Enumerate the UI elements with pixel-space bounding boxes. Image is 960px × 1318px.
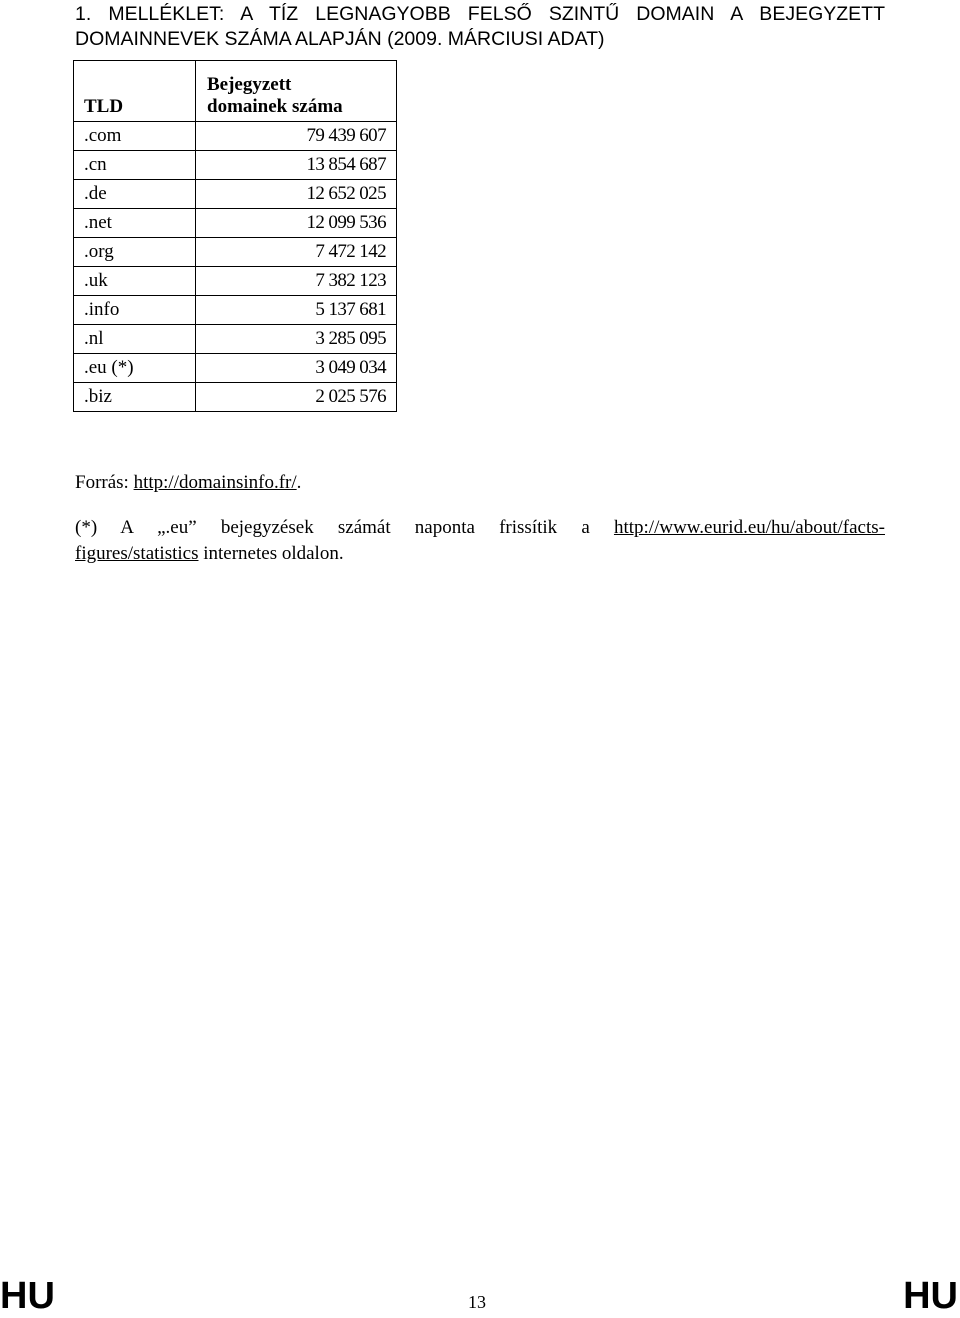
table-row	[74, 354, 397, 383]
tld-cell: .net	[74, 209, 196, 238]
source-line	[75, 472, 301, 494]
count-cell: 79 439 607	[196, 122, 397, 151]
source-suffix: .	[296, 472, 302, 493]
header-count-line-1: Bejegyzett	[207, 74, 292, 95]
table-row	[74, 267, 397, 296]
statistics-link-part-2[interactable]: figures/statistics	[75, 543, 199, 564]
tld-cell: .uk	[74, 267, 196, 296]
footer-right-label: HU	[903, 1275, 958, 1317]
table-row	[74, 383, 397, 412]
page-number: 13	[468, 1292, 486, 1312]
tld-cell: .biz	[74, 383, 196, 412]
count-cell: 3 049 034	[196, 354, 397, 383]
count-cell: 12 099 536	[196, 209, 397, 238]
count-cell: 7 382 123	[196, 267, 397, 296]
count-cell: 3 285 095	[196, 325, 397, 354]
header-tld: TLD	[74, 61, 196, 122]
page-heading	[75, 2, 885, 52]
header-count	[196, 61, 397, 122]
source-label: Forrás:	[75, 472, 134, 493]
tld-cell: .org	[74, 238, 196, 267]
count-cell: 12 652 025	[196, 180, 397, 209]
table-row	[74, 151, 397, 180]
table-row	[74, 296, 397, 325]
tld-cell: .nl	[74, 325, 196, 354]
table-header-row	[74, 61, 397, 122]
table-row	[74, 238, 397, 267]
footnote-suffix: internetes oldalon.	[198, 543, 344, 564]
table-row	[74, 180, 397, 209]
heading-line-2: DOMAINNEVEK SZÁMA ALAPJÁN (2009. MÁRCIUSI ADAT)	[75, 28, 605, 50]
count-cell: 13 854 687	[196, 151, 397, 180]
table-row	[74, 209, 397, 238]
heading-line-1: 1. MELLÉKLET: A TÍZ LEGNAGYOBB FELSŐ SZINTŰ DOMAIN A BEJEGYZETT	[75, 3, 885, 25]
count-cell: 7 472 142	[196, 238, 397, 267]
tld-cell: .cn	[74, 151, 196, 180]
table-row	[74, 325, 397, 354]
tld-cell: .com	[74, 122, 196, 151]
footnote-line-1	[75, 515, 885, 541]
count-cell: 5 137 681	[196, 296, 397, 325]
footnote	[75, 515, 885, 567]
footnote-line-2	[75, 543, 344, 564]
tld-cell: .eu (*)	[74, 354, 196, 383]
header-count-line-2: domainek száma	[207, 96, 343, 117]
statistics-link-part-1[interactable]: http://www.eurid.eu/hu/about/facts-	[613, 517, 885, 538]
footer-left-label: HU	[0, 1275, 55, 1317]
footnote-prefix: (*) A „.eu” bejegyzések számát naponta frissítik a	[75, 517, 614, 538]
source-link[interactable]: http://domainsinfo.fr/	[133, 472, 297, 493]
domain-table	[73, 60, 397, 412]
count-cell: 2 025 576	[196, 383, 397, 412]
table-row	[74, 122, 397, 151]
tld-cell: .info	[74, 296, 196, 325]
tld-cell: .de	[74, 180, 196, 209]
